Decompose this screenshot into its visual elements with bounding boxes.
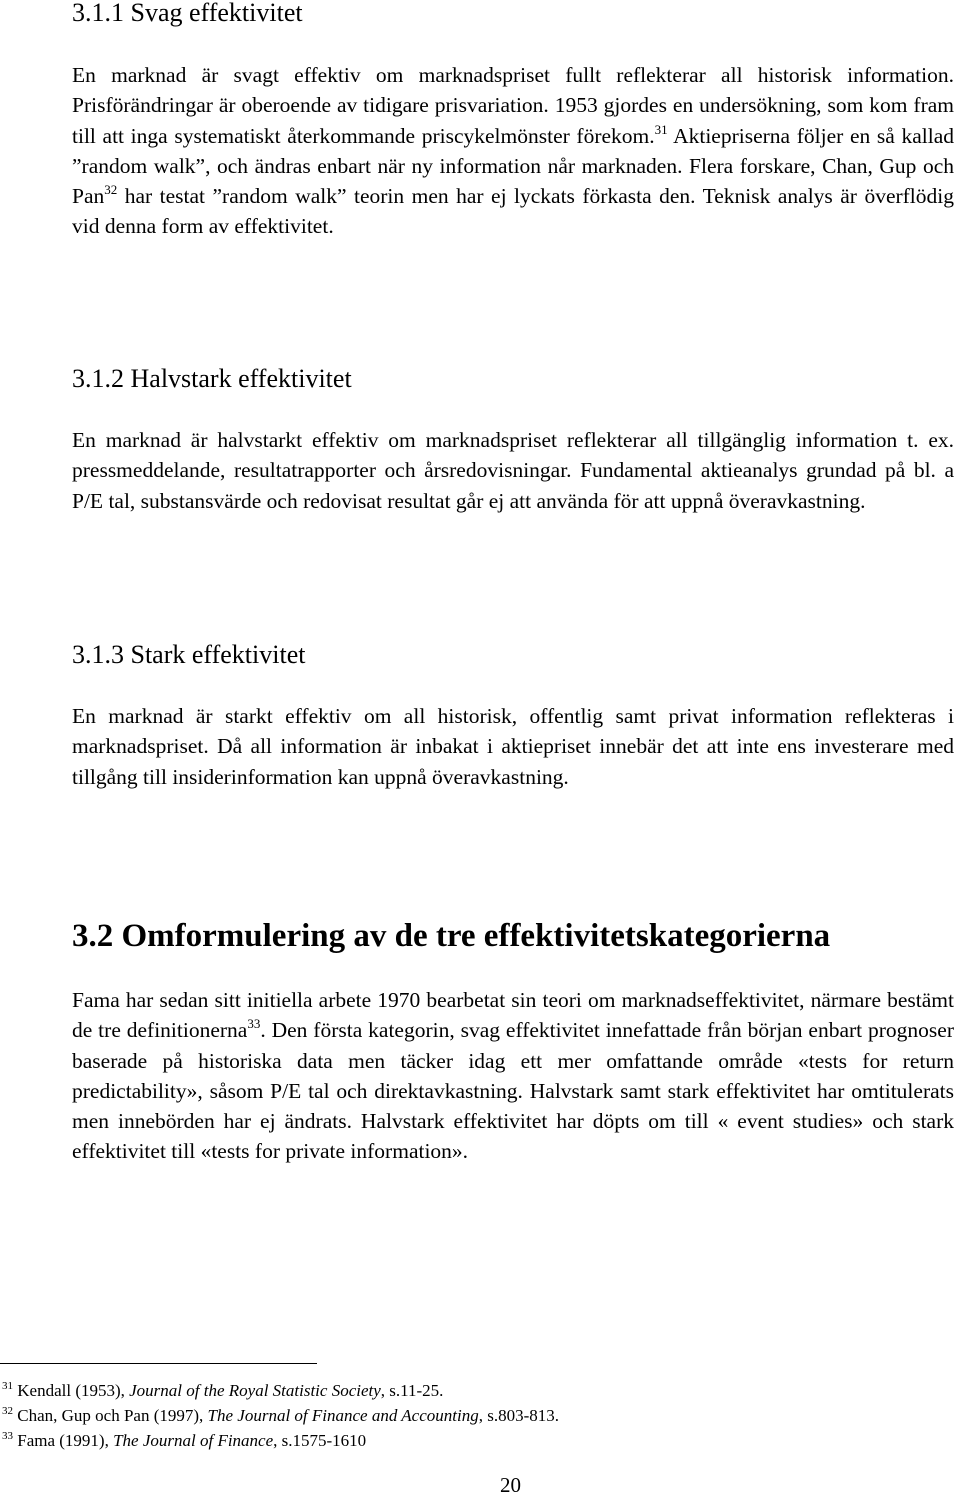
paragraph-text: En marknad är svagt effektiv om marknadspriset fullt reflekterar all historisk information. Prisförändringar är oberoende av tidigare prisvariation. 1953 gjordes en undersökning, som kom fram till att inga systematiskt återkommande priscykelmönster förekom. <box>72 63 954 148</box>
footnote-journal: The Journal of Finance <box>113 1431 274 1450</box>
paragraph-text: har testat ”random walk” teorin men har ej lyckats förkasta den. Teknisk analys är överflödig vid denna form av effektivitet. <box>72 184 954 239</box>
paragraph-semi-strong-efficiency: En marknad är halvstarkt effektiv om marknadspriset reflekterar all tillgänglig information t. ex. pressmeddelande, resultatrapporter och årsredovisningar. Fundamental aktieanalys grundad på bl. a P/E tal, substansvärde och redovisat resultat går ej att använda för att uppnå överavkastning. <box>72 428 954 513</box>
footnote-32 <box>2 1404 559 1428</box>
footnote-author: Chan, Gup och Pan (1997), <box>17 1406 208 1425</box>
page-number: 20 <box>500 1473 521 1497</box>
footnote-ref-33: 33 <box>247 1016 261 1032</box>
footnote-pages: , s.1575-1610 <box>273 1431 367 1450</box>
footnote-33 <box>2 1429 366 1453</box>
paragraph-text: . Den första kategorin, svag effektivitet innefattade från början enbart prognoser baserade på historiska data men täcker idag ett mer omfattande område «tests for return predictability», såsom P/E tal och direktavkastning. Halvstark samt stark effektivitet har omtitulerats men innebörden har ej ändrats. Halvstark effektivitet har döpts om till « event studies» och stark effektivitet till «tests for private information». <box>72 1018 954 1164</box>
footnote-number: 32 <box>2 1405 13 1417</box>
paragraph-text: Aktiepriserna följer en så kallad ”random walk”, och ändras enbart när ny information når marknaden. Flera forskare, Chan, Gup och Pan <box>72 123 954 209</box>
section-heading-3-1-1: 3.1.1 Svag effektivitet <box>72 0 303 27</box>
paragraph-strong-efficiency: En marknad är starkt effektiv om all historisk, offentlig samt privat information reflekteras i marknadspriset. Då all information är inbakat i aktiepriset innebär det att inte ens investerare med tillgång till insiderinformation kan uppnå överavkastning. <box>72 704 954 789</box>
footnote-journal: Journal of the Royal Statistic Society <box>129 1381 381 1400</box>
paragraph-weak-efficiency <box>72 60 954 242</box>
footnote-separator <box>0 1363 317 1364</box>
footnote-journal: The Journal of Finance and Accounting <box>207 1406 479 1425</box>
footnote-author: Kendall (1953), <box>17 1381 130 1400</box>
footnote-author: Fama (1991), <box>17 1431 114 1450</box>
footnote-number: 31 <box>2 1380 13 1392</box>
footnote-pages: , s.803-813. <box>478 1406 559 1425</box>
footnote-31 <box>2 1379 443 1403</box>
footnote-number: 33 <box>2 1430 13 1442</box>
section-heading-3-2: 3.2 Omformulering av de tre effektivitetskategorierna <box>72 918 831 954</box>
section-heading-3-1-2: 3.1.2 Halvstark effektivitet <box>72 364 352 393</box>
footnote-pages: , s.11-25. <box>380 1381 444 1400</box>
footnote-ref-32: 32 <box>104 182 118 198</box>
paragraph-text: Fama har sedan sitt initiella arbete 1970 bearbetat sin teori om marknadseffektivitet, närmare bestämt de tre definitionerna <box>72 988 954 1043</box>
paragraph-reformulation <box>72 985 954 1167</box>
footnote-ref-31: 31 <box>654 121 668 137</box>
section-heading-3-1-3: 3.1.3 Stark effektivitet <box>72 640 306 669</box>
